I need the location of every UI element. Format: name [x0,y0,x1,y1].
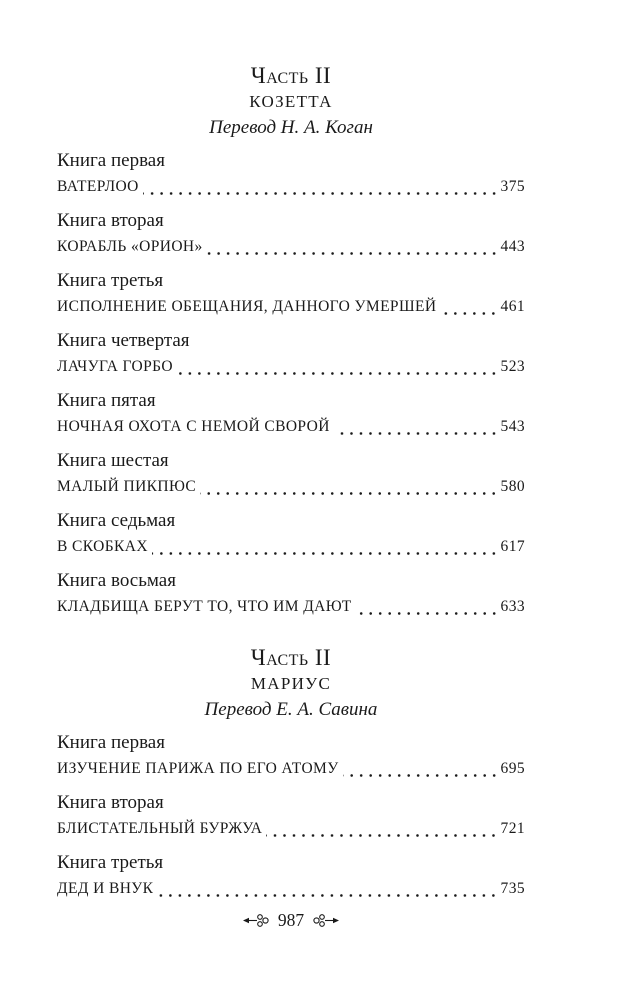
dot-leader [207,252,499,255]
book-label: Книга третья [57,270,164,291]
translator-credit: Перевод Е. А. Савина [204,699,378,720]
book-label: Книга первая [57,732,165,753]
dot-leader [177,372,499,375]
page-number: 633 [500,598,525,615]
book-label: Книга седьмая [57,510,176,531]
book-label: Книга пятая [57,390,156,411]
toc-entry [57,850,525,902]
toc-entry [57,568,525,620]
dot-leader [440,312,498,315]
dot-leader [356,612,499,615]
page-number: 443 [500,238,525,255]
folio-number: 987 [277,910,305,930]
section-header-cosette [57,62,525,141]
section-title: КОЗЕТТА [249,92,333,111]
chapter-title: ИСПОЛНЕНИЕ ОБЕЩАНИЯ, ДАННОГО УМЕРШЕЙ [57,298,437,315]
page-number: 543 [500,418,525,435]
book-label: Книга первая [57,150,165,171]
page-number: 721 [500,820,525,837]
chapter-title: ДЕД И ВНУК [57,880,154,897]
toc-entry [57,730,525,782]
toc-entry [57,328,525,380]
dot-leader [143,192,499,195]
dot-leader [343,774,499,777]
chapter-title: ВАТЕРЛОО [57,178,139,195]
book-label: Книга третья [57,852,164,873]
chapter-title: КЛАДБИЩА БЕРУТ ТО, ЧТО ИМ ДАЮТ [57,598,352,615]
page-number: 523 [500,358,525,375]
page-number: 735 [500,880,525,897]
toc-entry [57,448,525,500]
dot-leader [152,552,499,555]
part-heading: Часть II [250,63,332,88]
dot-leader [200,492,498,495]
translator-credit: Перевод Н. А. Коган [209,117,373,138]
toc-entry [57,388,525,440]
section-title: МАРИУС [250,674,332,693]
page-footer [57,910,525,931]
chapter-title: ЛАЧУГА ГОРБО [57,358,173,375]
floral-arrow-right-icon [313,913,339,928]
chapter-title: В СКОБКАХ [57,538,148,555]
page-number: 580 [500,478,525,495]
toc-entry [57,148,525,200]
book-label: Книга вторая [57,210,164,231]
toc-entry [57,790,525,842]
dot-leader [157,894,498,897]
toc-entry [57,208,525,260]
book-label: Книга восьмая [57,570,176,591]
dot-leader [334,432,499,435]
chapter-title: НОЧНАЯ ОХОТА С НЕМОЙ СВОРОЙ [57,418,330,435]
book-label: Книга вторая [57,792,164,813]
floral-arrow-left-icon [243,913,269,928]
page-number: 375 [500,178,525,195]
dot-leader [266,834,498,837]
book-label: Книга шестая [57,450,169,471]
page-number: 461 [500,298,525,315]
toc-entry [57,268,525,320]
chapter-title: КОРАБЛЬ «ОРИОН» [57,238,203,255]
chapter-title: БЛИСТАТЕЛЬНЫЙ БУРЖУА [57,820,263,837]
chapter-title: ИЗУЧЕНИЕ ПАРИЖА ПО ЕГО АТОМУ [57,760,339,777]
book-label: Книга четвертая [57,330,190,351]
section-header-marius [57,644,525,723]
toc-entry [57,508,525,560]
page-number: 695 [500,760,525,777]
part-heading: Часть II [250,645,332,670]
chapter-title: МАЛЫЙ ПИКПЮС [57,478,197,495]
page-number: 617 [500,538,525,555]
